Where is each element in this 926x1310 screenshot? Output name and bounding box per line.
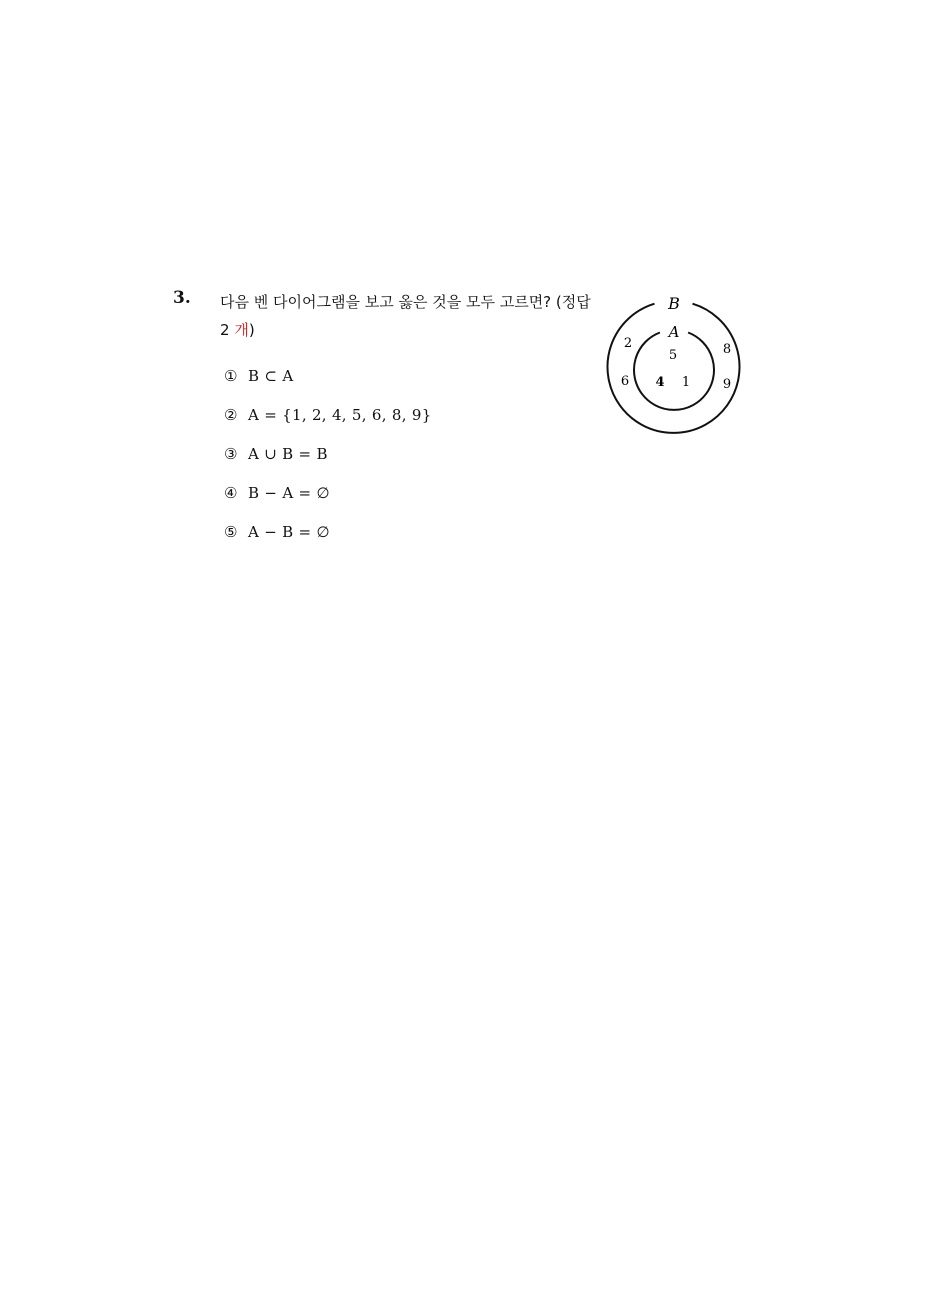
question-main-text: 다음 벤 다이어그램을 보고 옳은 것을 모두 고르면? (정답 [220, 293, 591, 311]
choice-marker: ③ [224, 445, 238, 463]
choice-marker: ④ [224, 484, 238, 502]
choice-expression: A − B = ∅ [248, 523, 330, 541]
choice-expression: B ⊂ A [248, 367, 294, 385]
question-text [220, 288, 592, 344]
venn-element: 8 [722, 342, 732, 357]
choice-5[interactable] [224, 520, 432, 559]
choice-expression: A = {1, 2, 4, 5, 6, 8, 9} [248, 406, 432, 424]
venn-element: 4 [655, 375, 665, 390]
choice-list [224, 364, 432, 559]
set-a-label: A [668, 323, 680, 341]
venn-diagram [600, 288, 750, 438]
venn-element: 6 [620, 374, 630, 389]
venn-element: 5 [668, 348, 678, 363]
choice-expression: A ∪ B = B [248, 445, 328, 463]
choice-3[interactable] [224, 442, 432, 481]
choice-expression: B − A = ∅ [248, 484, 330, 502]
choice-2[interactable] [224, 403, 432, 442]
venn-element: 2 [623, 336, 633, 351]
question-number: 3. [173, 288, 191, 308]
set-b-label: B [668, 294, 680, 313]
closing-paren: ) [248, 321, 255, 339]
choice-1[interactable] [224, 364, 432, 403]
choice-marker: ⑤ [224, 523, 238, 541]
set-a-circle [634, 333, 714, 410]
venn-element: 1 [681, 375, 691, 390]
choice-marker: ② [224, 406, 238, 424]
choice-marker: ① [224, 367, 238, 385]
choice-4[interactable] [224, 481, 432, 520]
answer-count: 2 [220, 321, 230, 339]
venn-element: 9 [722, 377, 732, 392]
answer-count-unit: 개 [234, 321, 249, 339]
